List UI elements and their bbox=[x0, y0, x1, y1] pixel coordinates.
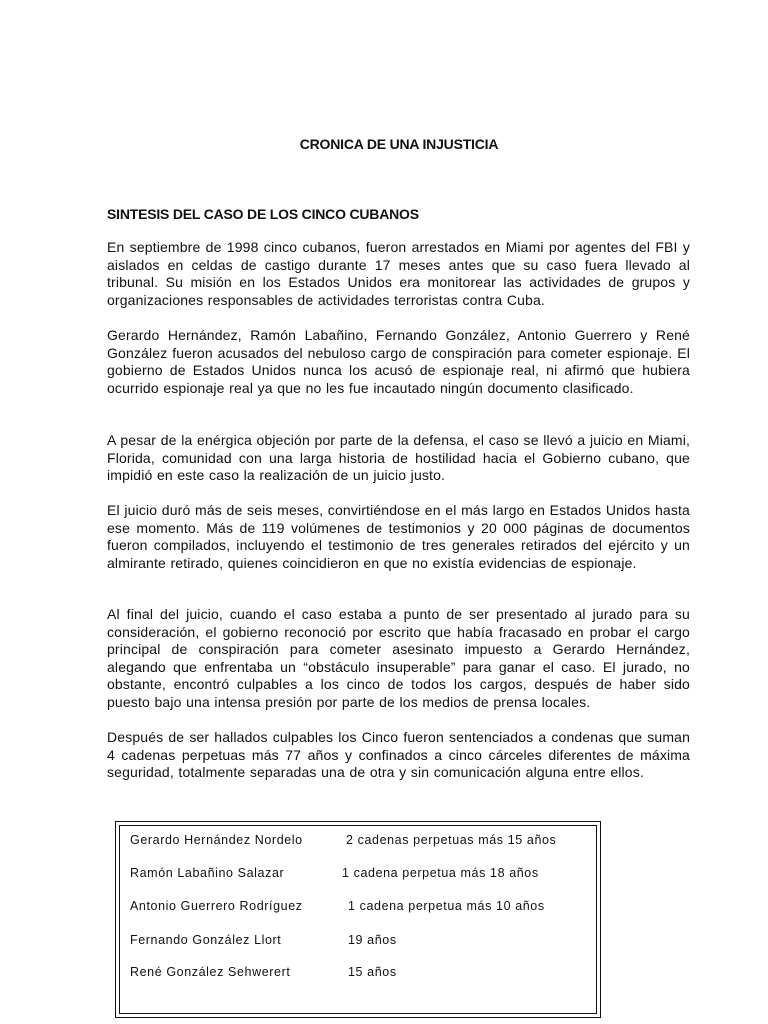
sentence-term: 1 cadena perpetua más 10 años bbox=[348, 899, 545, 913]
prisoner-name: Ramón Labañino Salazar bbox=[130, 866, 285, 880]
sentences-table bbox=[115, 821, 601, 1018]
prisoner-name: Fernando González Llort bbox=[130, 933, 282, 947]
sentence-row bbox=[120, 865, 596, 881]
sentence-term: 19 años bbox=[348, 933, 397, 947]
sentence-row bbox=[120, 964, 596, 980]
sentence-term: 2 cadenas perpetuas más 15 años bbox=[346, 833, 557, 847]
prisoner-name: Antonio Guerrero Rodríguez bbox=[130, 899, 303, 913]
prisoner-name: Gerardo Hernández Nordelo bbox=[130, 833, 303, 847]
paragraph-verdict: Al final del juicio, cuando el caso estaba a punto de ser presentado al jurado para su consideración, el gobierno reconoció por escrito que había fracasado en probar el cargo principal de conspiración para cometer asesinato impuesto a Gerardo Hernández, alegando que enfrentaba un “obstáculo insuperable” para ganar el caso. El jurado, no obstante, encontró culpables a los cinco de todos los cargos, después de haber sido puesto bajo una intensa presión por parte de los medios de prensa locales. bbox=[107, 606, 690, 710]
paragraph-trial-length: El juicio duró más de seis meses, convirtiéndose en el más largo en Estados Unidos hasta ese momento. Más de 119 volúmenes de testimonios y 20 000 páginas de documentos fueron compilados, incluyendo el testimonio de tres generales retirados del ejército y un almirante retirado, quienes coincidieron en que no existía evidencias de espionaje. bbox=[107, 502, 690, 571]
sentence-term: 15 años bbox=[348, 965, 397, 979]
paragraph-sentencing: Después de ser hallados culpables los Cinco fueron sentenciados a condenas que suman 4 cadenas perpetuas más 77 años y confinados a cinco cárceles diferentes de máxima seguridad, totalmente separadas una de otra y sin comunicación alguna entre ellos. bbox=[107, 729, 690, 781]
paragraph-arrest: En septiembre de 1998 cinco cubanos, fueron arrestados en Miami por agentes del FBI y aislados en celdas de castigo durante 17 meses antes que su caso fuera llevado al tribunal. Su misión en los Estados Unidos era monitorear las actividades de grupos y organizaciones responsables de actividades terroristas contra Cuba. bbox=[107, 239, 690, 308]
sentence-row bbox=[120, 932, 596, 948]
sentences-table-inner-border bbox=[119, 825, 597, 1014]
paragraph-accusation: Gerardo Hernández, Ramón Labañino, Fernando González, Antonio Guerrero y René González fueron acusados del nebuloso cargo de conspiración para cometer espionaje. El gobierno de Estados Unidos nunca los acusó de espionaje real, ni afirmó que hubiera ocurrido espionaje real ya que no les fue incautado ningún documento clasificado. bbox=[107, 327, 690, 396]
section-heading: SINTESIS DEL CASO DE LOS CINCO CUBANOS bbox=[107, 206, 419, 222]
sentence-term: 1 cadena perpetua más 18 años bbox=[342, 866, 539, 880]
page-title: CRONICA DE UNA INJUSTICIA bbox=[299, 136, 499, 152]
sentence-row bbox=[120, 832, 596, 848]
sentence-row bbox=[120, 898, 596, 914]
prisoner-name: René González Sehwerert bbox=[130, 965, 291, 979]
paragraph-trial-venue: A pesar de la enérgica objeción por parte de la defensa, el caso se llevó a juicio en Miami, Florida, comunidad con una larga historia de hostilidad hacia el Gobierno cubano, que impidió en este caso la realización de un juicio justo. bbox=[107, 432, 690, 484]
